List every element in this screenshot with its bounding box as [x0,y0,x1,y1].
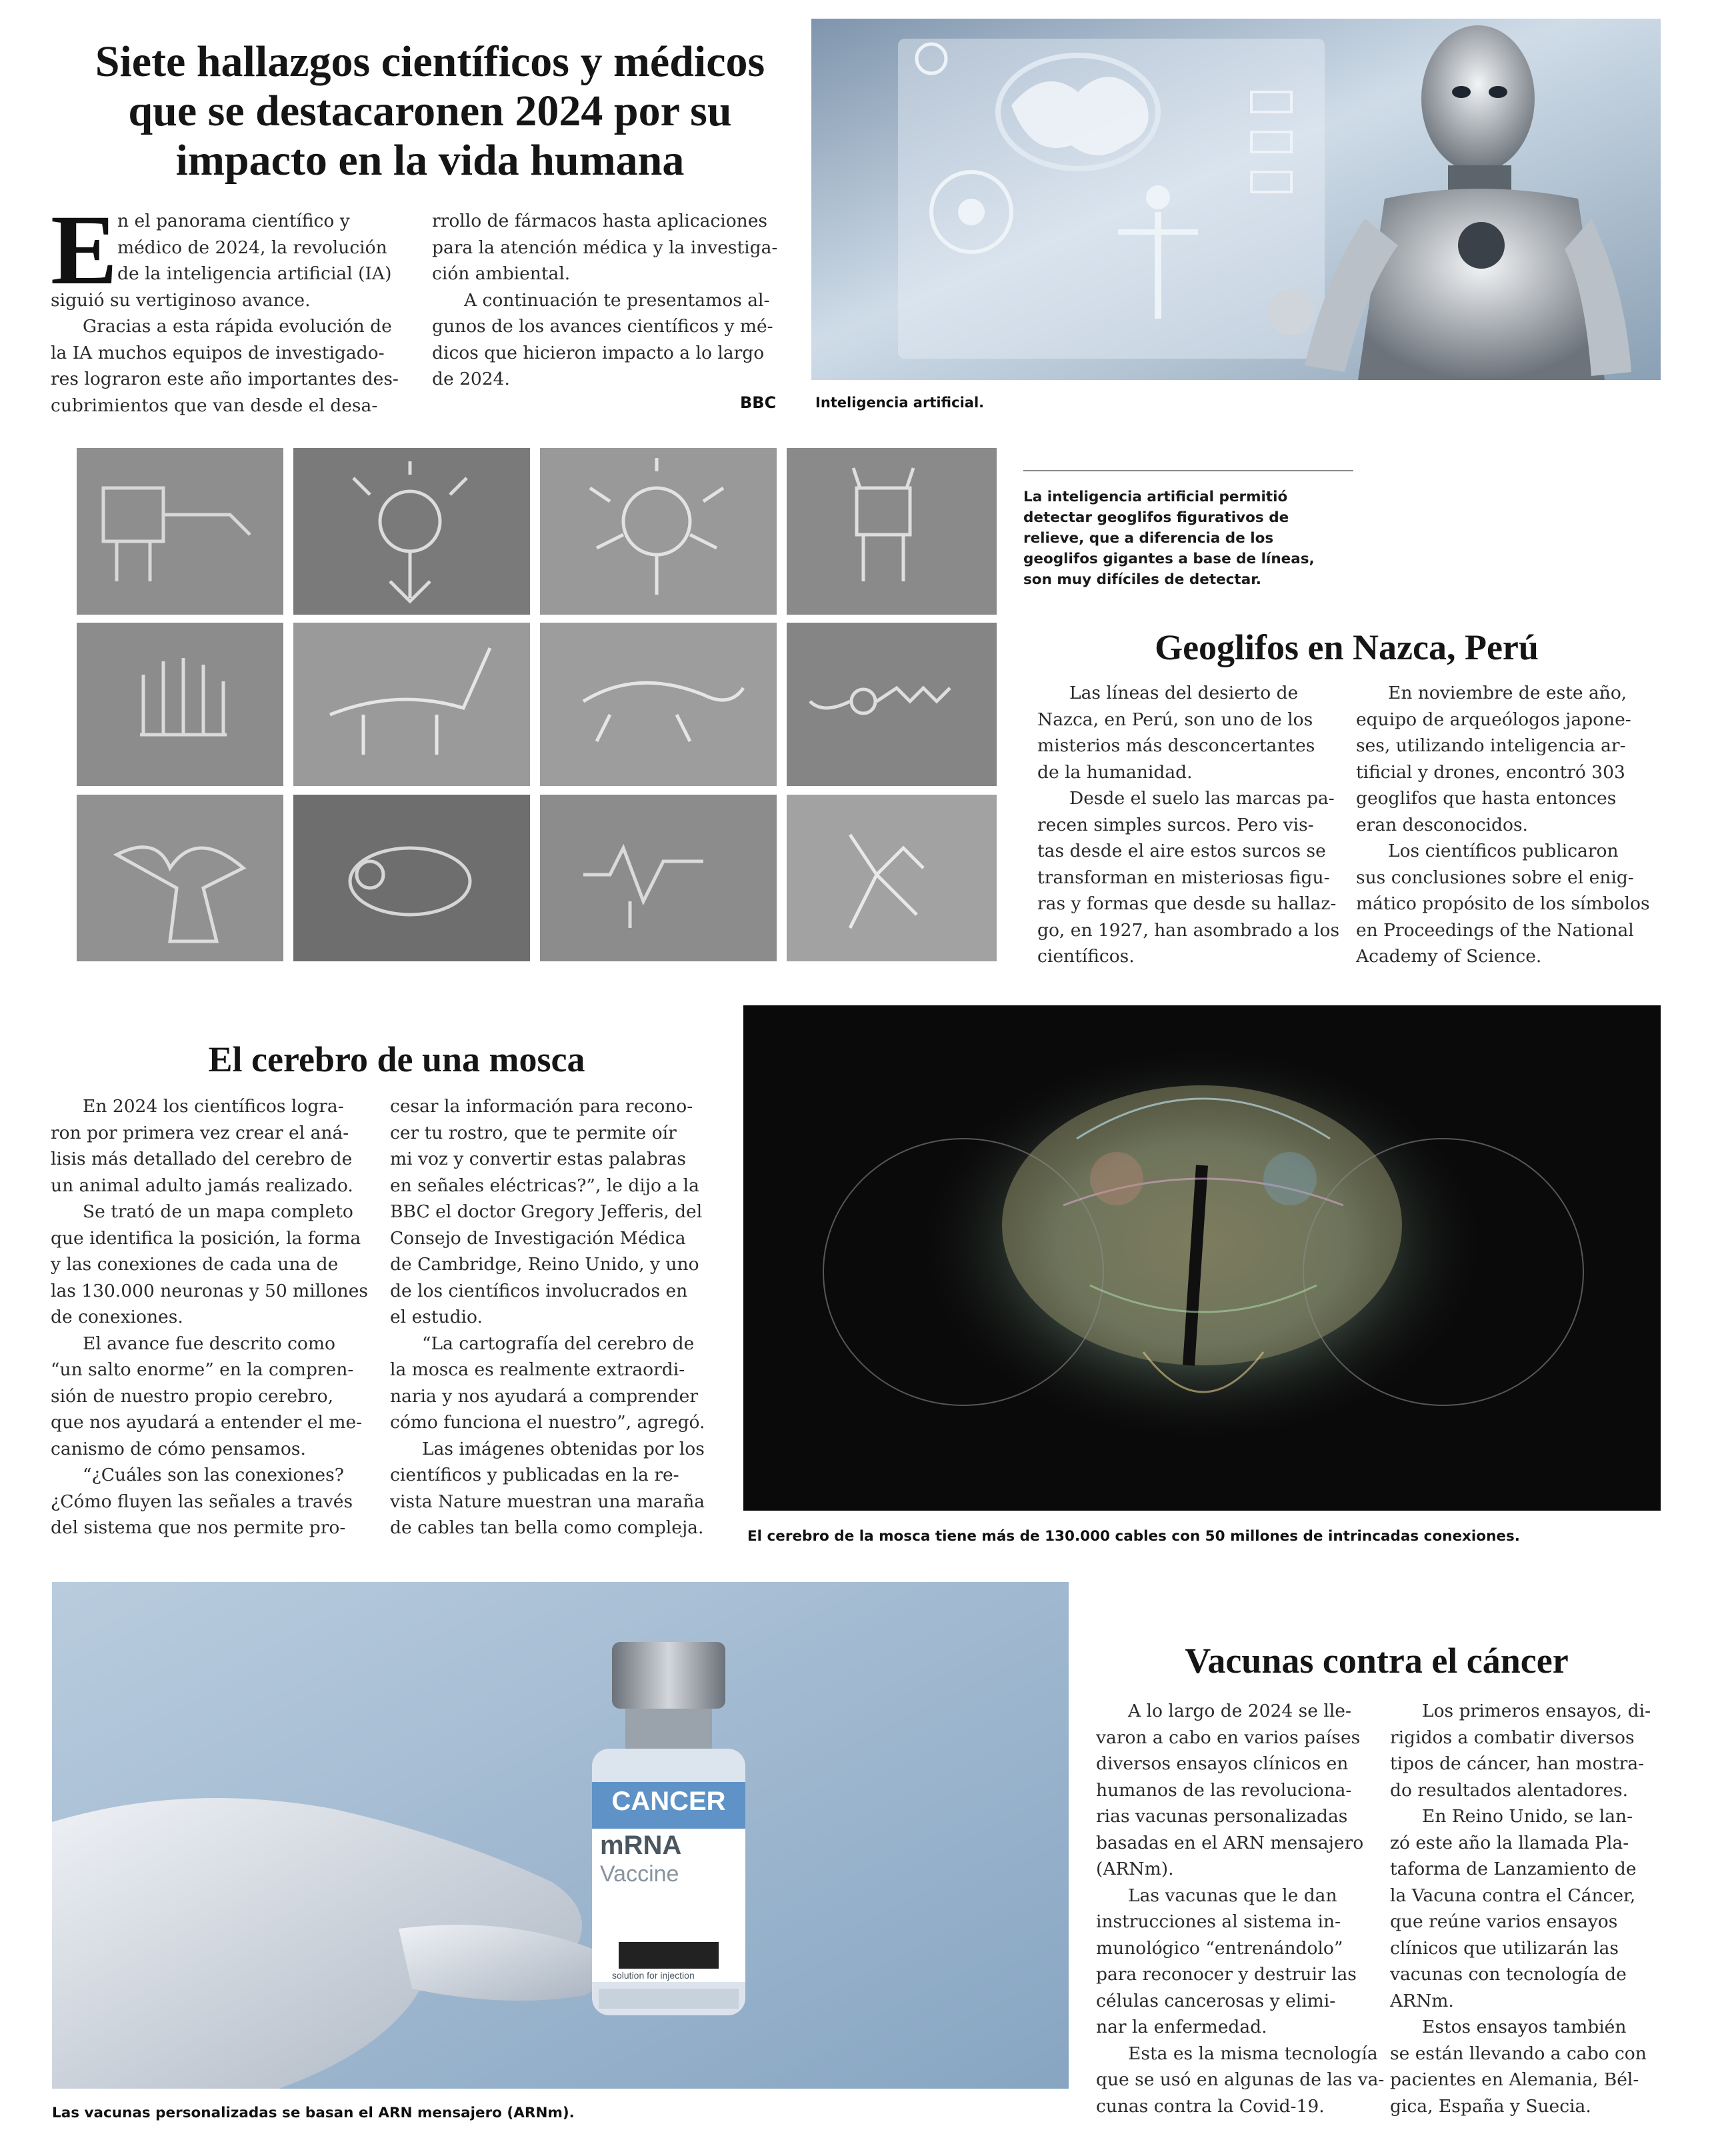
intro-line: médico de 2024, la revolución [117,237,387,258]
nazca-caption-line: son muy difíciles de detectar. [1023,571,1261,588]
nazca-line: recen simples surcos. Pero vis- [1037,814,1314,835]
mosca-column-2 [390,1093,717,1541]
cancer-line: cunas contra la Covid-19. [1096,2095,1325,2117]
intro-line: gunos de los avances científicos y mé- [432,316,773,337]
mosca-column-1 [51,1093,377,1541]
mosca-line: un animal adulto jamás realizado. [51,1175,353,1196]
mosca-line: de cables tan bella como compleja. [390,1517,704,1538]
source-credit: BBC [740,393,777,412]
geoglyph-tile [787,448,997,615]
cancer-line: células cancerosas y elimi- [1096,1990,1336,2011]
nazca-section-title: Geoglifos en Nazca, Perú [1155,627,1539,667]
mosca-line: BBC el doctor Gregory Jefferis, del [390,1201,703,1222]
headline-line-2: que se destacaronen 2024 por su [128,87,732,135]
nazca-line: mático propósito de los símbolos [1356,893,1650,914]
mosca-line: Se trató de un mapa completo [83,1201,353,1222]
nazca-line: ses, utilizando inteligencia ar- [1356,735,1626,756]
cancer-section-title: Vacunas contra el cáncer [1185,1641,1569,1681]
cancer-line: que se usó en algunas de las va- [1096,2069,1385,2090]
mosca-line: canismo de cómo pensamos. [51,1438,306,1459]
mosca-line: que nos ayudará a entender el me- [51,1412,363,1433]
cancer-line: que reúne varios ensayos [1390,1911,1618,1932]
mosca-line: naria y nos ayudará a comprender [390,1385,699,1407]
cancer-line: humanos de las revoluciona- [1096,1779,1352,1801]
cancer-line: pacientes en Alemania, Bél- [1390,2069,1639,2090]
nazca-geoglyph-grid [77,448,997,961]
intro-line: Gracias a esta rápida evolución de [83,316,392,337]
nazca-caption-line: geoglifos gigantes a base de líneas, [1023,551,1315,567]
cancer-line: taforma de Lanzamiento de [1390,1859,1637,1879]
vaccine-photo-caption: Las vacunas personalizadas se basan el ARN mensajero (ARNm). [52,2105,575,2121]
mosca-line: Consejo de Investigación Médica [390,1227,686,1249]
intro-line: ción ambiental. [432,263,571,284]
cancer-line: zó este año la llamada Pla- [1390,1832,1629,1853]
mosca-line: científicos y publicadas en la re- [390,1465,679,1485]
intro-line: res lograron este año importantes des- [51,369,399,389]
headline-line-3: impacto en la vida humana [175,136,685,185]
nazca-line: ras y formas que desde su hallaz- [1037,893,1337,914]
mosca-line: Las imágenes obtenidas por los [422,1438,705,1459]
intro-line: para la atención médica y la investiga- [432,237,778,258]
geoglyph-tile [293,795,530,961]
geoglyph-tile [540,795,777,961]
headline [47,37,813,185]
nazca-line: transforman en misteriosas figu- [1037,867,1330,888]
mosca-line: y las conexiones de cada una de [51,1254,339,1275]
cancer-column-2 [1390,1698,1660,2119]
cancer-line: para reconocer y destruir las [1096,1964,1357,1985]
mosca-line: el estudio. [390,1307,483,1327]
cancer-line: la Vacuna contra el Cáncer, [1390,1885,1636,1906]
cancer-column-1 [1096,1698,1385,2119]
nazca-column-2 [1356,680,1663,970]
nazca-line: misterios más desconcertantes [1037,735,1315,756]
geoglyph-tile [787,795,997,961]
mosca-line: la mosca es realmente extraordi- [390,1359,685,1380]
geoglyph-tile [77,623,283,786]
geoglyph-tile [787,623,997,786]
mosca-line: de Cambridge, Reino Unido, y uno [390,1254,699,1275]
cancer-line: munológico “entrenándolo” [1096,1937,1343,1959]
mosca-line: cómo funciona el nuestro”, agregó. [390,1412,705,1433]
nazca-caption-line: detectar geoglifos figurativos de [1023,509,1289,526]
nazca-line: tas desde el aire estos surcos se [1037,841,1326,861]
cancer-line: Estos ensayos también [1422,2017,1627,2037]
cancer-line: varon a cabo en varios países [1096,1727,1361,1748]
mosca-line: cer tu rostro, que te permite oír [390,1122,677,1143]
mosca-line: en señales eléctricas?”, le dijo a la [390,1175,699,1196]
cancer-line: vacunas con tecnología de [1390,1964,1627,1985]
mosca-line: de los científicos involucrados en [390,1280,688,1301]
mosca-line: “La cartografía del cerebro de [422,1333,695,1354]
vial-label-vaccine: Vaccine [600,1861,679,1887]
cancer-line: rigidos a combatir diversos [1390,1727,1635,1748]
nazca-caption-rule [1023,470,1353,471]
mosca-line: mi voz y convertir estas palabras [390,1149,686,1169]
ai-photo-caption: Inteligencia artificial. [815,395,985,411]
nazca-line: Las líneas del desierto de [1069,683,1299,703]
mosca-line: cesar la información para recono- [390,1096,693,1117]
nazca-column-1 [1037,680,1344,970]
intro-line: la IA muchos equipos de investigado- [51,342,385,363]
nazca-caption-line: relieve, que a diferencia de los [1023,530,1274,547]
mosca-section-title: El cerebro de una mosca [208,1039,585,1079]
cancer-line: Los primeros ensayos, di- [1422,1701,1651,1721]
vial-label-small-print: solution for injection [612,1970,695,1981]
mosca-line: las 130.000 neuronas y 50 millones [51,1280,369,1301]
nazca-caption-line: La inteligencia artificial permitió [1023,489,1288,505]
nazca-line: equipo de arqueólogos japone- [1356,709,1631,730]
intro-line: dicos que hicieron impacto a lo largo [432,342,765,363]
cancer-line: basadas en el ARN mensajero [1096,1832,1364,1853]
intro-line: siguió su vertiginoso avance. [51,289,311,311]
nazca-line: sus conclusiones sobre el enig- [1356,867,1634,888]
cancer-line: gica, España y Suecia. [1390,2095,1591,2117]
intro-line: rrollo de fármacos hasta aplicaciones [432,211,768,231]
nazca-line: Desde el suelo las marcas pa- [1069,788,1335,809]
nazca-line: eran desconocidos. [1356,814,1528,835]
mosca-line: sión de nuestro propio cerebro, [51,1385,333,1407]
nazca-line: Academy of Science. [1356,946,1542,967]
mosca-line: lisis más detallado del cerebro de [51,1149,353,1169]
cancer-line: (ARNm). [1096,1859,1174,1879]
cancer-line: En Reino Unido, se lan- [1422,1806,1633,1827]
nazca-line: científicos. [1037,946,1135,967]
geoglyph-tile [77,448,283,615]
cancer-line: tipos de cáncer, han mostra- [1390,1753,1645,1774]
mosca-line: ¿Cómo fluyen las señales a través [51,1491,353,1512]
cancer-line: Las vacunas que le dan [1128,1885,1337,1906]
intro-column-1 [51,195,414,419]
mrna-vaccine-photo [52,1582,1069,2089]
cancer-line: Esta es la misma tecnología [1128,2043,1378,2064]
nazca-line: Los científicos publicaron [1388,841,1619,861]
mosca-line: El avance fue descrito como [83,1333,335,1354]
cancer-line: instrucciones al sistema in- [1096,1911,1341,1932]
cancer-line: rias vacunas personalizadas [1096,1806,1348,1827]
nazca-line: de la humanidad. [1037,761,1193,783]
headline-line-1: Siete hallazgos científicos y médicos [95,37,765,86]
geoglyph-tile [293,623,530,786]
intro-line: cubrimientos que van desde el desa- [51,395,378,416]
mosca-line: “¿Cuáles son las conexiones? [83,1465,344,1485]
geoglyph-tile [293,448,530,615]
drop-cap: E [51,195,118,305]
intro-line: de 2024. [432,369,510,389]
geoglyph-tile [77,795,283,961]
vial-label-mrna: mRNA [600,1831,682,1860]
nazca-line: En noviembre de este año, [1388,683,1627,703]
fly-brain-image [743,1005,1661,1511]
geoglyph-tile [540,448,777,615]
mosca-line: En 2024 los científicos logra- [83,1096,344,1117]
mosca-line: del sistema que nos permite pro- [51,1517,346,1538]
mosca-line: de conexiones. [51,1307,183,1327]
vial-label-cancer: CANCER [611,1787,726,1816]
nazca-line: Nazca, en Perú, son uno de los [1037,709,1313,730]
nazca-line: go, en 1927, han asombrado a los [1037,919,1340,941]
ai-robot-photo [811,19,1661,380]
cancer-line: A lo largo de 2024 se lle- [1128,1701,1351,1721]
cancer-line: se están llevando a cabo con [1390,2043,1647,2064]
mosca-line: vista Nature muestran una maraña [390,1491,705,1512]
fly-brain-caption: El cerebro de la mosca tiene más de 130.000 cables con 50 millones de intrincadas conexiones. [747,1528,1520,1545]
intro-line: A continuación te presentamos al- [464,289,770,311]
mosca-line: “un salto enorme” en la compren- [51,1359,354,1380]
mosca-line: que identifica la posición, la forma [51,1227,361,1249]
nazca-caption [1023,487,1315,590]
cancer-line: clínicos que utilizarán las [1390,1937,1619,1959]
intro-column-2 [432,208,795,393]
intro-line: n el panorama científico y [117,211,350,231]
cancer-line: do resultados alentadores. [1390,1779,1628,1801]
cancer-line: ARNm. [1390,1990,1454,2011]
nazca-line: geoglifos que hasta entonces [1356,788,1617,809]
geoglyph-tile [540,623,777,786]
nazca-line: tificial y drones, encontró 303 [1356,761,1625,783]
cancer-line: nar la enfermedad. [1096,2017,1267,2037]
mosca-line: ron por primera vez crear el aná- [51,1122,349,1143]
cancer-line: diversos ensayos clínicos en [1096,1753,1349,1774]
nazca-line: en Proceedings of the National [1356,919,1634,941]
intro-line: de la inteligencia artificial (IA) [117,263,392,284]
